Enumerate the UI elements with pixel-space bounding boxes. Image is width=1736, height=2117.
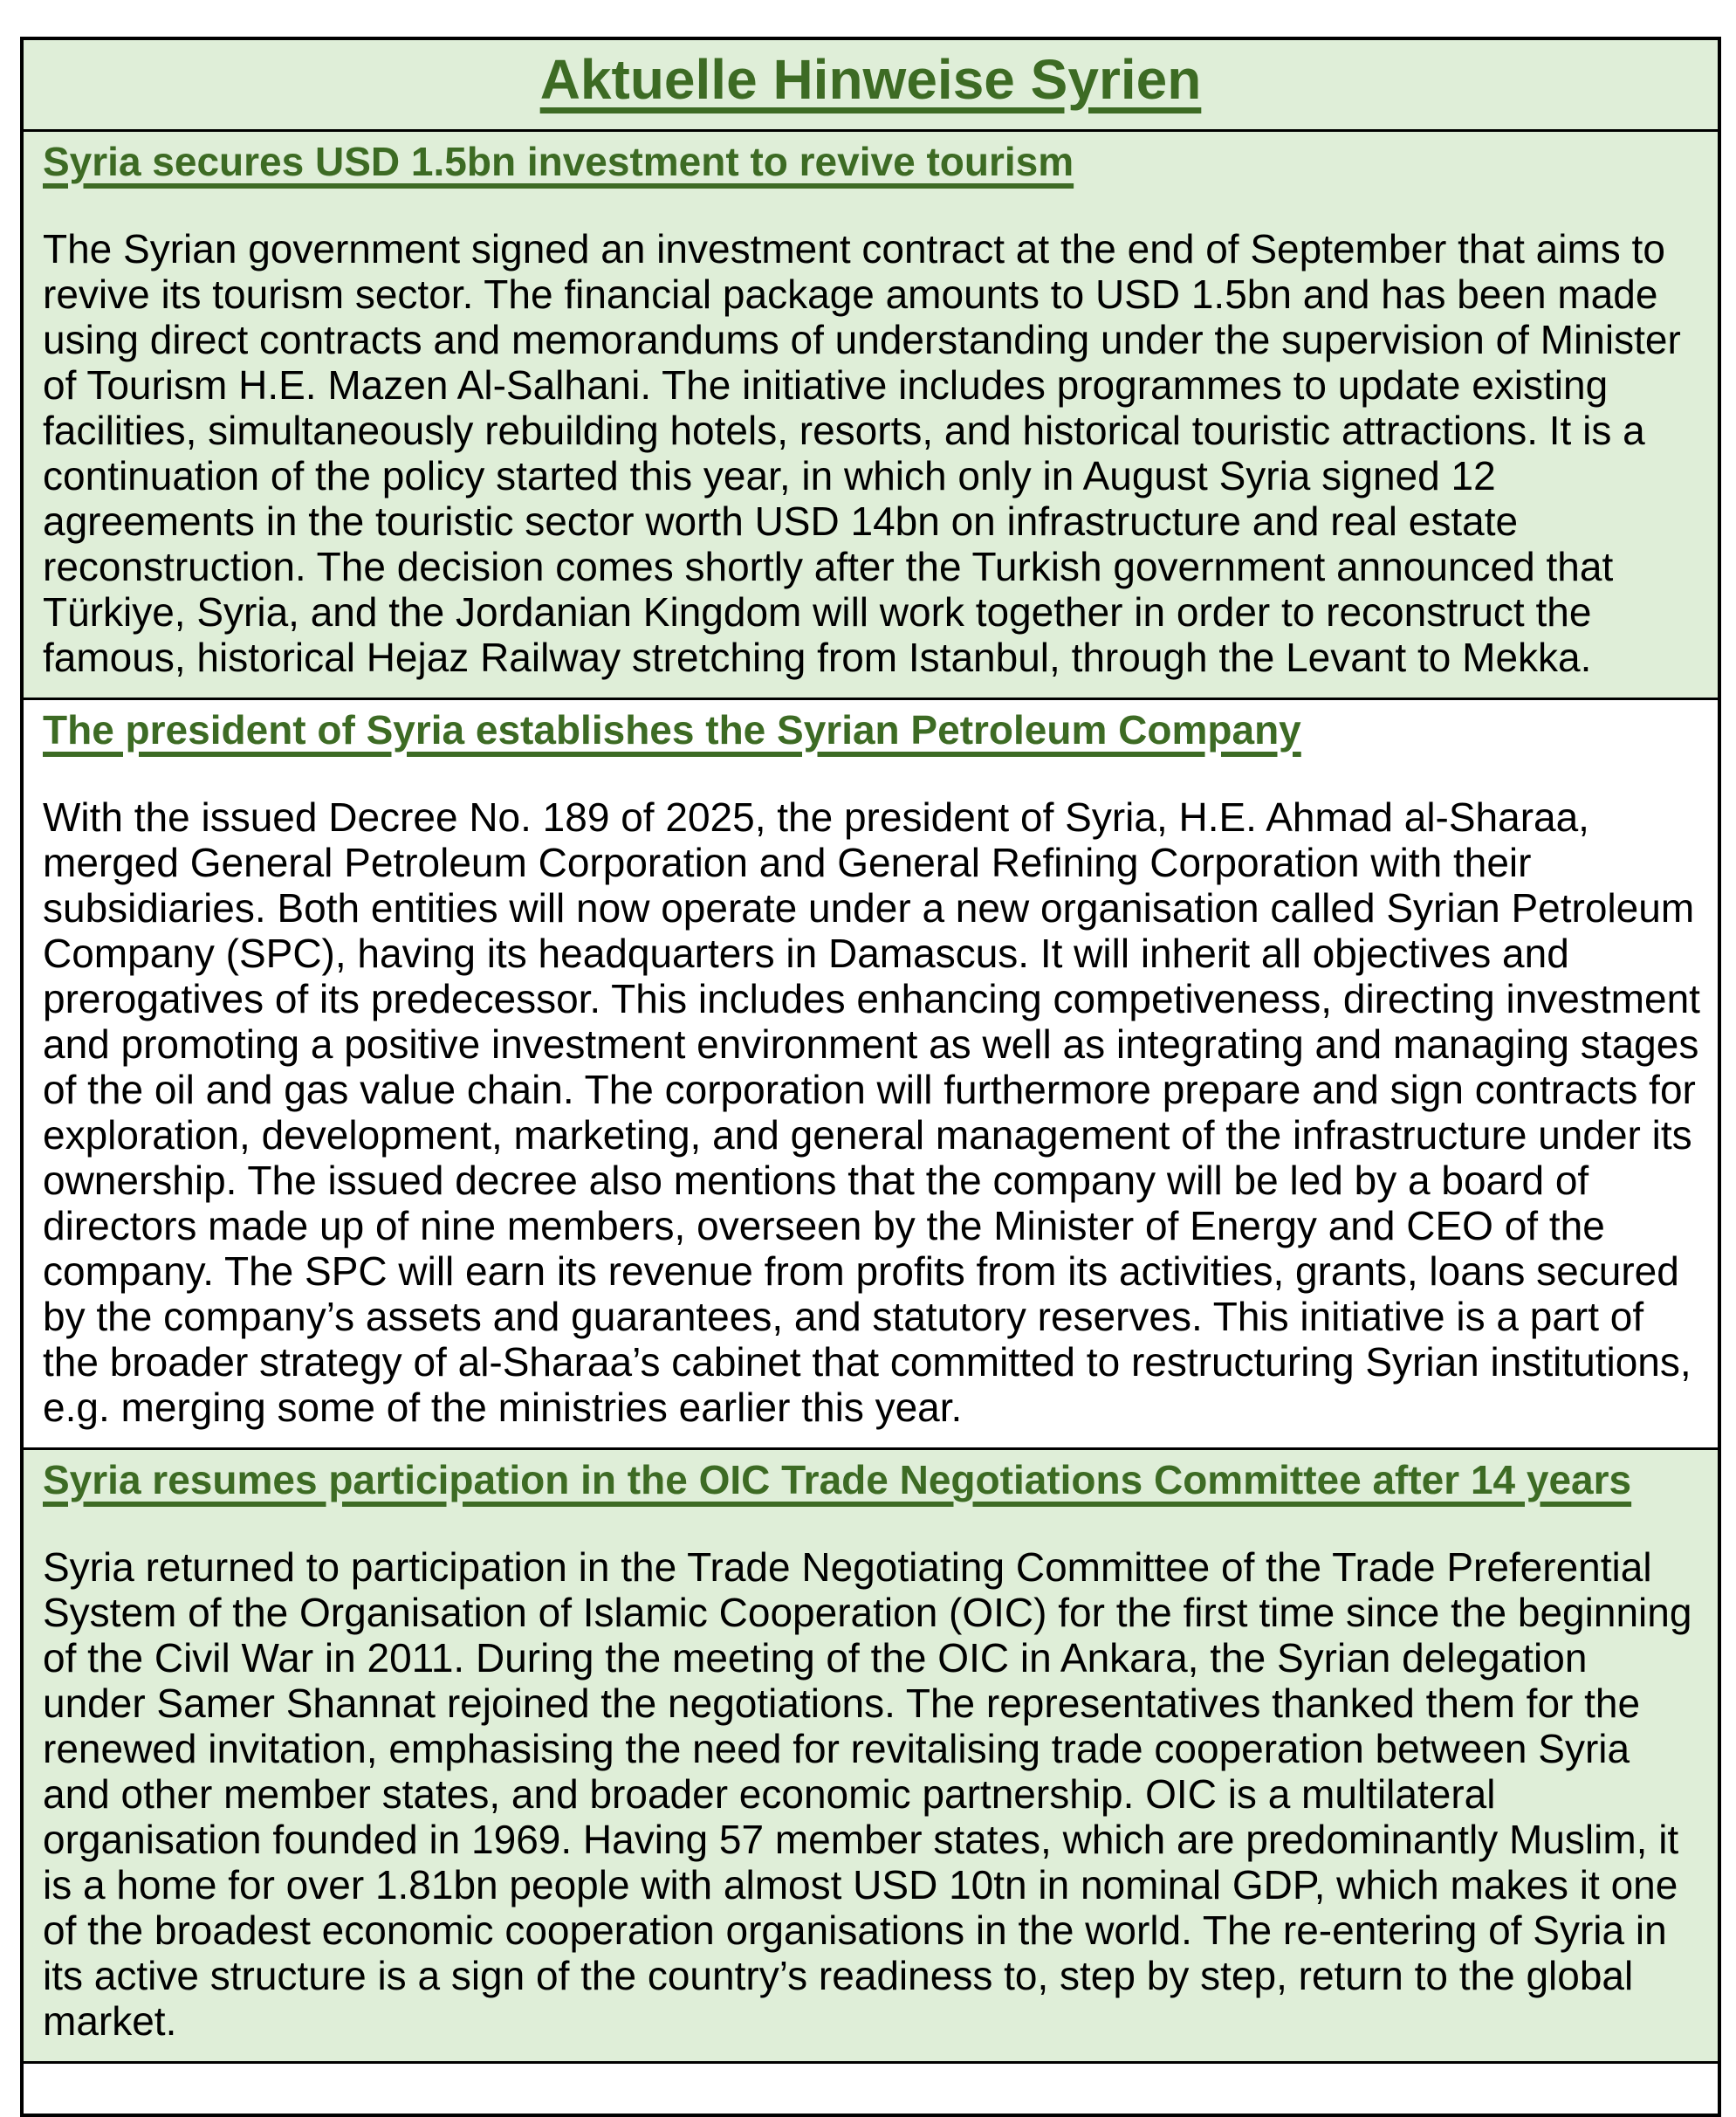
- section-row-tourism: [24, 129, 1718, 698]
- section-heading-tourism: Syria secures USD 1.5bn investment to revive tourism: [43, 139, 1074, 184]
- title-row: [24, 40, 1718, 129]
- section-body-oic: Syria returned to participation in the Trade Negotiating Committee of the Trade Preferential System of the Organisation of Islamic Cooperation (OIC) for the first time since the beginning of the Civil War in 2011. During the meeting of the OIC in Ankara, the Syrian delegation under Samer Shannat rejoined the negotiations. The representatives thanked them for the renewed invitation, emphasising the need for revitalising trade cooperation between Syria and other member states, and broader economic partnership. OIC is a multilateral organisation founded in 1969. Having 57 member states, which are predominantly Muslim, it is a home for over 1.81bn people with almost USD 10tn in nominal GDP, which makes it one of the broadest economic cooperation organisations in the world. The re-entering of Syria in its active structure is a sign of the country’s readiness to, step by step, return to the global market.: [43, 1544, 1692, 2044]
- section-row-petroleum: [24, 698, 1718, 1447]
- next-row-partial: [24, 2061, 1718, 2114]
- section-row-oic: [24, 1447, 1718, 2061]
- section-heading-petroleum: The president of Syria establishes the Syrian Petroleum Company: [43, 707, 1301, 753]
- section-body-petroleum: With the issued Decree No. 189 of 2025, the president of Syria, H.E. Ahmad al-Sharaa, merged General Petroleum Corporation and General Refining Corporation with their subsidiaries. Both entities will now operate under a new organisation called Syrian Petroleum Company (SPC), having its headquarters in Damascus. It will inherit all objectives and prerogatives of its predecessor. This includes enhancing competiveness, directing investment and promoting a positive investment environment as well as integrating and managing stages of the oil and gas value chain. The corporation will furthermore prepare and sign contracts for exploration, development, marketing, and general management of the infrastructure under its ownership. The issued decree also mentions that the company will be led by a board of directors made up of nine members, overseen by the Minister of Energy and CEO of the company. The SPC will earn its revenue from profits from its activities, grants, loans secured by the company’s assets and guarantees, and statutory reserves. This initiative is a part of the broader strategy of al-Sharaa’s cabinet that committed to restructuring Syrian institutions, e.g. merging some of the ministries earlier this year.: [43, 794, 1700, 1430]
- newsletter-table: [20, 37, 1721, 2117]
- section-heading-oic: Syria resumes participation in the OIC Trade Negotiations Committee after 14 years: [43, 1457, 1632, 1502]
- page-title: Aktuelle Hinweise Syrien: [539, 48, 1202, 111]
- section-body-tourism: The Syrian government signed an investment contract at the end of September that aims to revive its tourism sector. The financial package amounts to USD 1.5bn and has been made using direct contracts and memorandums of understanding under the supervision of Minister of Tourism H.E. Mazen Al-Salhani. The initiative includes programmes to update existing facilities, simultaneously rebuilding hotels, resorts, and historical touristic attractions. It is a continuation of the policy started this year, in which only in August Syria signed 12 agreements in the touristic sector worth USD 14bn on infrastructure and real estate reconstruction. The decision comes shortly after the Turkish government announced that Türkiye, Syria, and the Jordanian Kingdom will work together in order to reconstruct the famous, historical Hejaz Railway stretching from Istanbul, through the Levant to Mekka.: [43, 226, 1681, 680]
